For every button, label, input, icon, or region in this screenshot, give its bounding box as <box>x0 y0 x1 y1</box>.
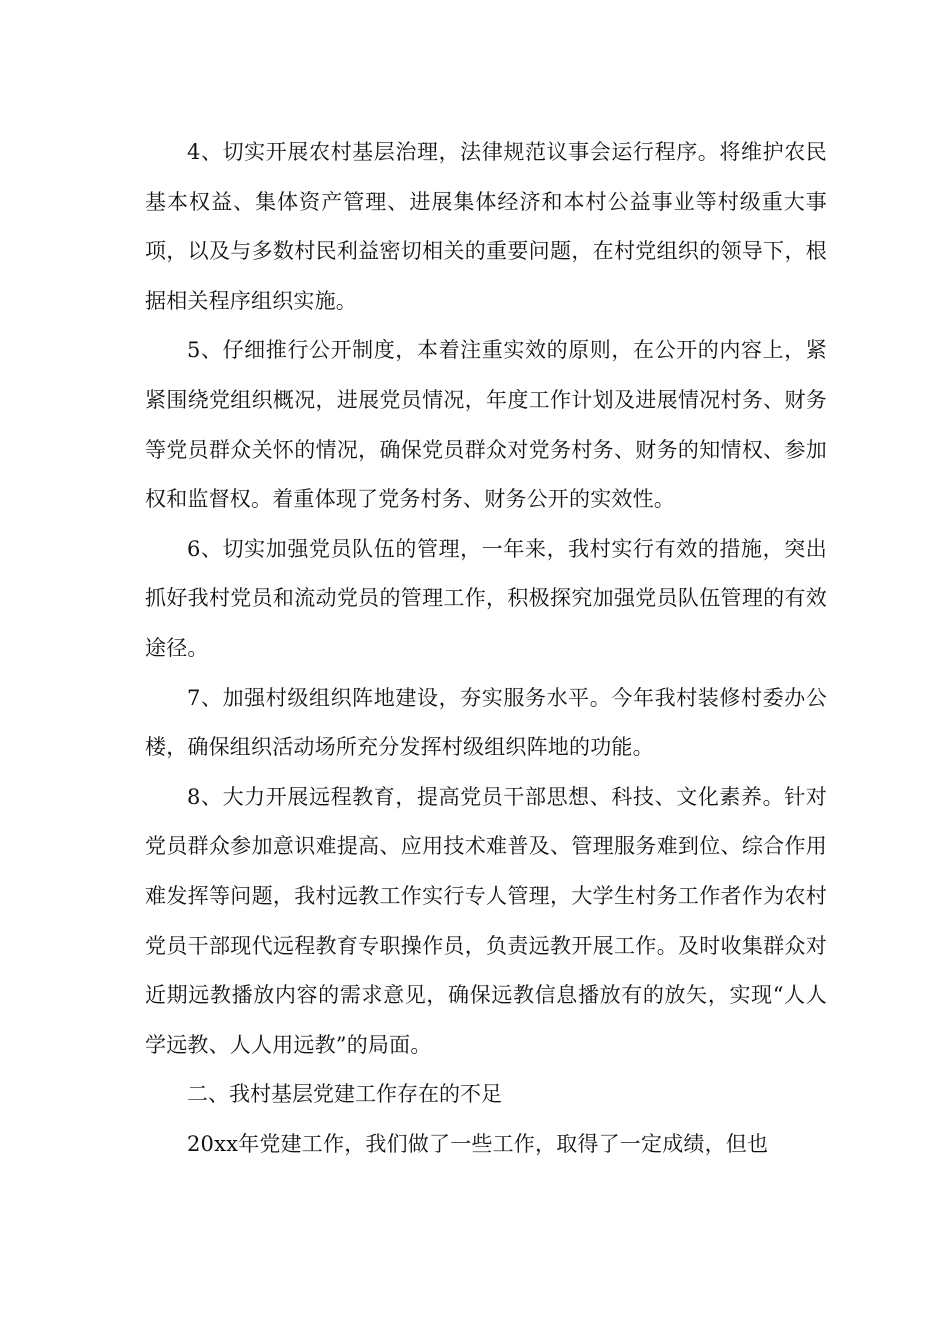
paragraph-item-6: 6、切实加强党员队伍的管理，一年来，我村实行有效的措施，突出抓好我村党员和流动党员的管理工作，积极探究加强党员队伍管理的有效途径。 <box>145 536 827 660</box>
paragraph-item-5: 5、仔细推行公开制度，本着注重实效的原则，在公开的内容上，紧紧围绕党组织概况，进展党员情况，年度工作计划及进展情况村务、财务等党员群众关怀的情况，确保党员群众对党务村务、财务的知情权、参加权和监督权。着重体现了党务村务、财务公开的实效性。 <box>145 338 827 512</box>
paragraph-item-7: 7、加强村级组织阵地建设，夯实服务水平。今年我村装修村委办公楼，确保组织活动场所充分发挥村级组织阵地的功能。 <box>145 685 827 760</box>
paragraph-item-4: 4、切实开展农村基层治理，法律规范议事会运行程序。将维护农民基本权益、集体资产管理、进展集体经济和本村公益事业等村级重大事项，以及与多数村民利益密切相关的重要问题，在村党组织的领导下，根据相关程序组织实施。 <box>145 140 827 313</box>
section-heading: 二、我村基层党建工作存在的不足 <box>187 1082 502 1107</box>
paragraph-item-8: 8、大力开展远程教育，提高党员干部思想、科技、文化素养。针对党员群众参加意识难提高、应用技术难普及、管理服务难到位、综合作用难发挥等问题，我村远教工作实行专人管理，大学生村务工作者作为农村党员干部现代远程教育专职操作员，负责远教开展工作。及时收集群众对近期远教播放内容的需求意见，确保远教信息播放有的放矢，实现“人人学远教、人人用远教”的局面。 <box>145 784 827 1057</box>
document-page <box>145 128 827 1169</box>
paragraph-continuation: 20xx年党建工作，我们做了一些工作，取得了一定成绩，但也 <box>187 1131 769 1156</box>
